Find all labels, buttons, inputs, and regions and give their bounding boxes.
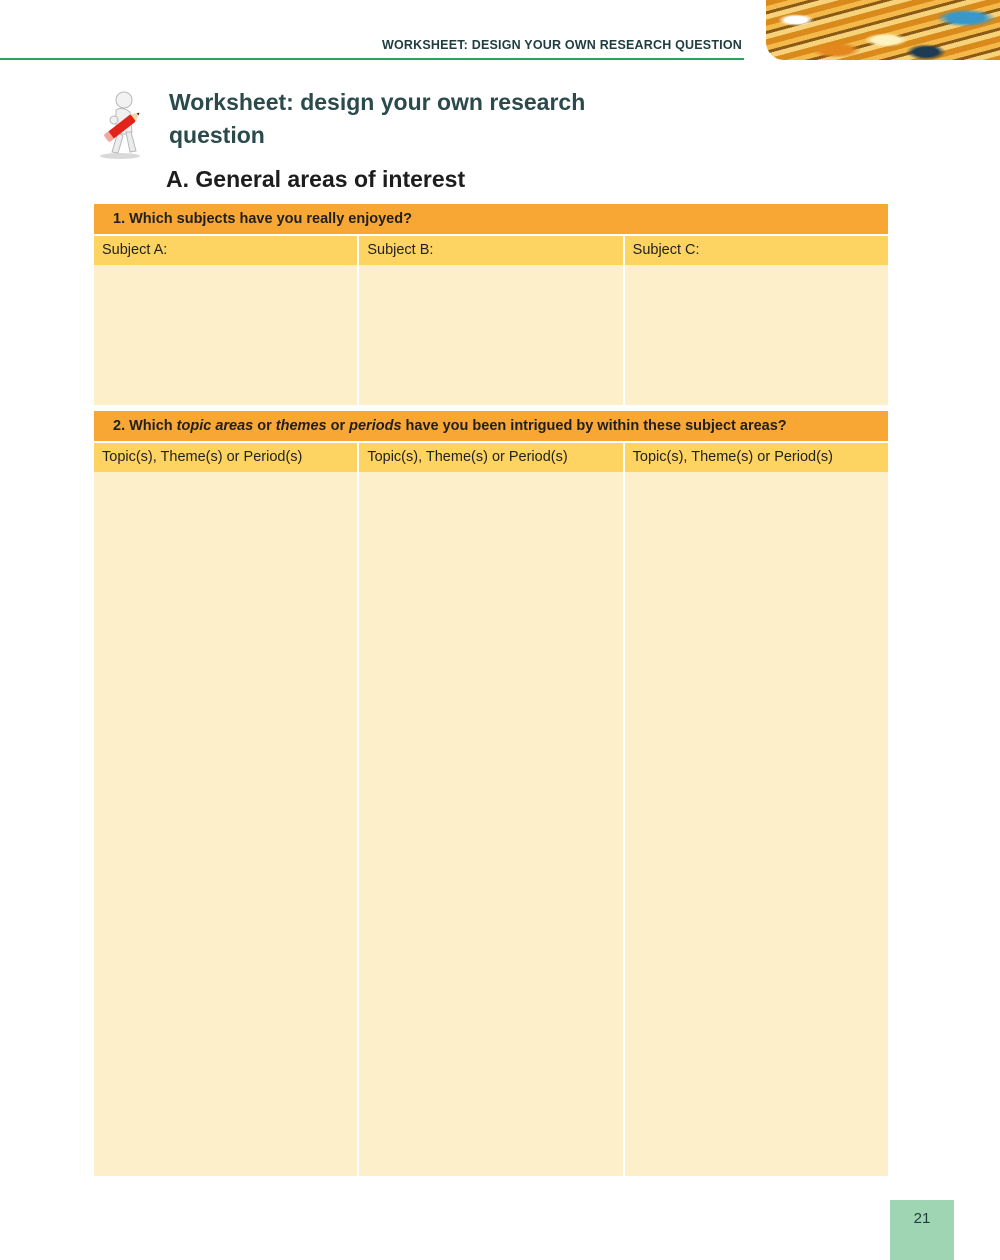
topic-answer-area-3[interactable] xyxy=(625,472,888,1176)
topic-column-2 xyxy=(359,443,622,1176)
topic-column-1 xyxy=(94,443,357,1176)
pencil-figure-icon xyxy=(94,90,150,162)
topic-column-3 xyxy=(625,443,888,1176)
subject-a-answer-area[interactable] xyxy=(94,265,357,405)
question2-bar xyxy=(94,411,888,441)
topic-answer-area-1[interactable] xyxy=(94,472,357,1176)
topic-answer-area-2[interactable] xyxy=(359,472,622,1176)
page-number: 21 xyxy=(890,1200,954,1260)
subject-a-column xyxy=(94,236,357,405)
page-title xyxy=(169,86,629,152)
question2-part-italic: periods xyxy=(349,418,402,434)
question2-part: have you been intrigued by within these subject areas? xyxy=(401,418,787,434)
question2-part: 2. Which xyxy=(113,418,177,434)
subject-c-answer-area[interactable] xyxy=(625,265,888,405)
question1-bar: 1. Which subjects have you really enjoyed? xyxy=(94,204,888,234)
subject-b-answer-area[interactable] xyxy=(359,265,622,405)
question1-columns xyxy=(94,236,888,405)
subject-b-label: Subject B: xyxy=(359,236,622,265)
section-heading: A. General areas of interest xyxy=(166,166,466,192)
topic-label-1: Topic(s), Theme(s) or Period(s) xyxy=(94,443,357,472)
question2-part-italic: topic areas xyxy=(176,418,254,434)
water-reflection-photo xyxy=(766,0,1000,60)
subject-a-label: Subject A: xyxy=(94,236,357,265)
topic-label-2: Topic(s), Theme(s) or Period(s) xyxy=(359,443,622,472)
subject-b-column xyxy=(359,236,622,405)
question2-part-italic: themes xyxy=(275,418,327,434)
topic-label-3: Topic(s), Theme(s) or Period(s) xyxy=(625,443,888,472)
running-head-title: WORKSHEET: DESIGN YOUR OWN RESEARCH QUESTION xyxy=(382,38,742,52)
page-title-line1: Worksheet: design your own research xyxy=(169,89,586,115)
subject-c-column xyxy=(625,236,888,405)
running-head xyxy=(0,0,744,60)
question2-part: or xyxy=(253,418,276,434)
page-title-line2: question xyxy=(169,122,265,148)
question2-block xyxy=(94,411,888,1176)
question2-part: or xyxy=(326,418,350,434)
question1-block xyxy=(94,204,888,405)
subject-c-label: Subject C: xyxy=(625,236,888,265)
question2-columns xyxy=(94,443,888,1176)
